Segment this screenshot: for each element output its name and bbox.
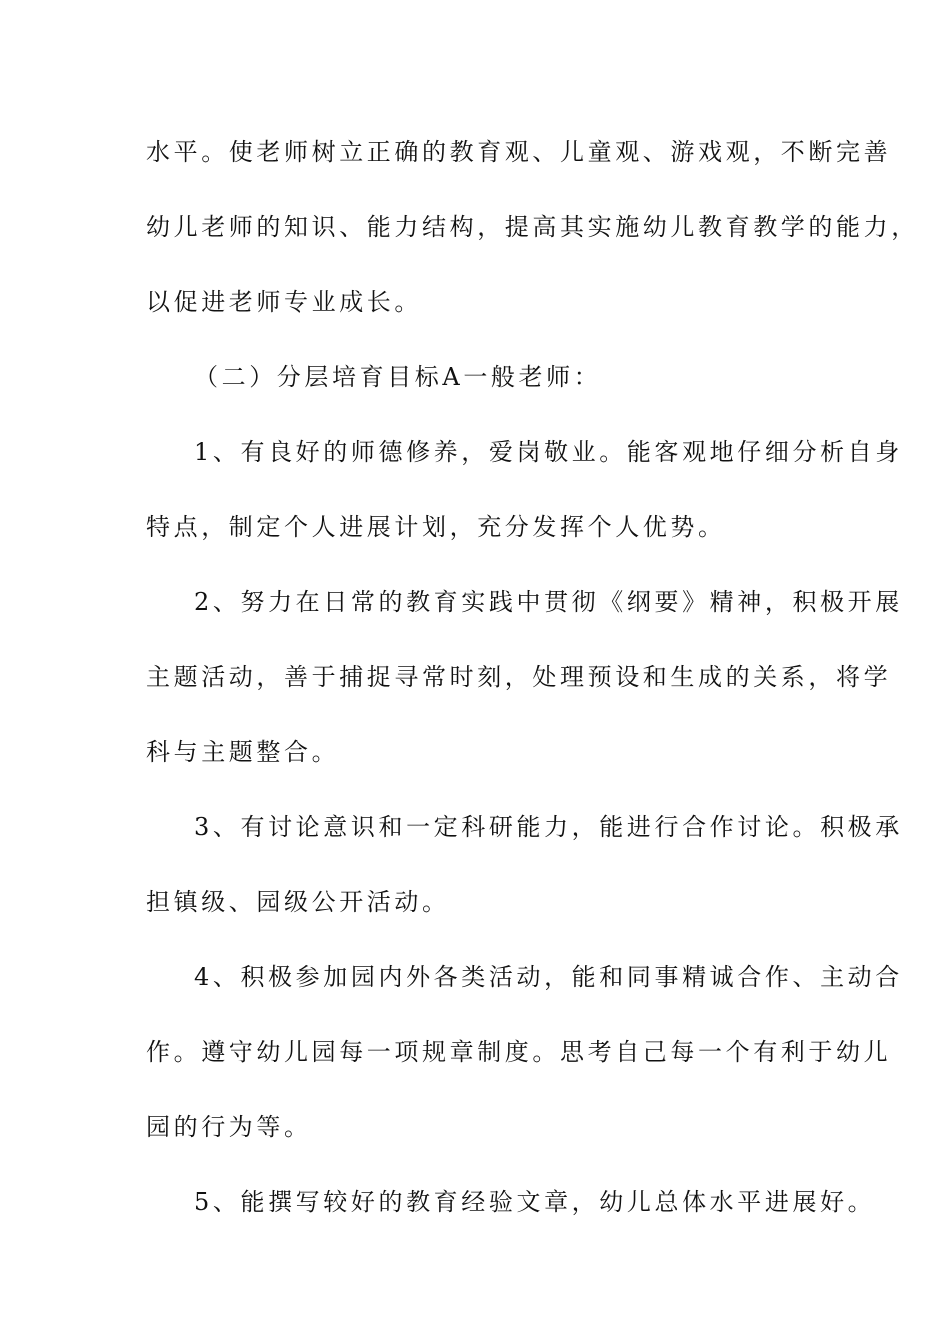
- text-line: 1、有良好的师德修养，爱岗敬业。能客观地仔细分析自身: [194, 438, 903, 466]
- text-line: 5、能撰写较好的教育经验文章，幼儿总体水平进展好。: [194, 1188, 876, 1216]
- text-line: 科与主题整合。: [146, 738, 340, 766]
- text-line: 作。遵守幼儿园每一项规章制度。思考自己每一个有利于幼儿: [146, 1038, 892, 1066]
- text-line: 4、积极参加园内外各类活动，能和同事精诚合作、主动合: [194, 963, 903, 991]
- text-line: 2、努力在日常的教育实践中贯彻《纲要》精神，积极开展: [194, 588, 903, 616]
- text-line: 水平。使老师树立正确的教育观、儿童观、游戏观，不断完善: [146, 138, 892, 166]
- text-line: 主题活动，善于捕捉寻常时刻，处理预设和生成的关系，将学: [146, 663, 892, 691]
- text-line: 幼儿老师的知识、能力结构，提高其实施幼儿教育教学的能力，: [146, 213, 919, 241]
- section-heading: （二）分层培育目标A一般老师：: [194, 363, 602, 391]
- text-line: 担镇级、园级公开活动。: [146, 888, 450, 916]
- text-line: 3、有讨论意识和一定科研能力，能进行合作讨论。积极承: [194, 813, 903, 841]
- text-line: 以促进老师专业成长。: [146, 288, 422, 316]
- text-line: 特点，制定个人进展计划，充分发挥个人优势。: [146, 513, 726, 541]
- text-line: 园的行为等。: [146, 1113, 312, 1141]
